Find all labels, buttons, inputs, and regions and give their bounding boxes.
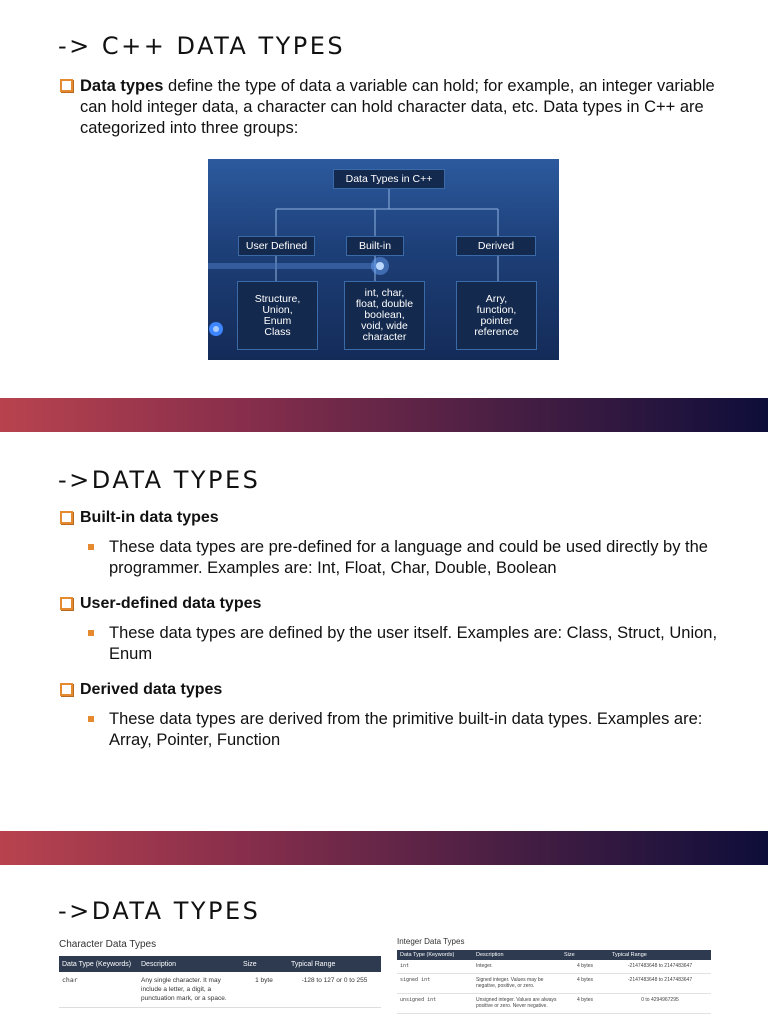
table-header-row xyxy=(59,956,381,972)
table-cell: 4 bytes xyxy=(561,973,609,993)
table-header-cell: Size xyxy=(240,956,288,972)
table-cell: -128 to 127 or 0 to 255 xyxy=(288,972,381,1008)
table-cell: 0 to 4294967295 xyxy=(609,993,711,1013)
integer-table-caption: Integer Data Types xyxy=(397,937,465,946)
table-header-cell: Typical Range xyxy=(288,956,381,972)
heading-user-defined-data-types: User-defined data types xyxy=(60,595,261,613)
table-cell-keyword: char xyxy=(59,972,138,1008)
table-cell: 1 byte xyxy=(240,972,288,1008)
data-types-diagram xyxy=(208,159,559,360)
table-row xyxy=(397,960,711,973)
diagram-user-defined-node: User Defined xyxy=(238,236,315,256)
table-cell: Integer. xyxy=(473,960,561,973)
table-header-cell: Data Type (Keywords) xyxy=(397,950,473,960)
slide-title: -> C++ DATA TYPES xyxy=(58,32,346,60)
heading-derived-data-types: Derived data types xyxy=(60,681,222,699)
table-cell: 4 bytes xyxy=(561,993,609,1013)
integer-data-types-table xyxy=(397,950,711,1014)
square-bullet-icon xyxy=(60,511,73,524)
description-built-in: These data types are pre-defined for a language and could be used directly by the programmer. Examples are: Int, Float, Char, Double, Boolean xyxy=(88,537,718,579)
diagram-derived-node: Derived xyxy=(456,236,536,256)
slide-data-types-categories xyxy=(0,432,768,830)
table-header-cell: Description xyxy=(473,950,561,960)
square-dot-bullet-icon xyxy=(88,544,94,550)
table-cell-keyword: int xyxy=(397,960,473,973)
description-derived: These data types are derived from the primitive built-in data types. Examples are: Array, Pointer, Function xyxy=(88,709,718,751)
diagram-derived-examples: Arry, function, pointer reference xyxy=(456,281,537,350)
table-cell: Any single character. It may include a letter, a digit, a punctuation mark, or a space. xyxy=(138,972,240,1008)
slide-data-types-tables xyxy=(0,865,768,1024)
table-cell: -2147483648 to 2147483647 xyxy=(609,973,711,993)
table-header-cell: Data Type (Keywords) xyxy=(59,956,138,972)
character-table-caption: Character Data Types xyxy=(59,939,157,950)
diagram-built-in-node: Built-in xyxy=(346,236,404,256)
intro-text: define the type of data a variable can hold; for example, an integer variable can hold integer data, a character can hold character data, etc. Data types in C++ are categorized into three groups: xyxy=(80,77,715,137)
description-user-defined: These data types are defined by the user itself. Examples are: Class, Struct, Union, Enum xyxy=(88,623,718,665)
square-bullet-icon xyxy=(60,683,73,696)
heading-built-in-data-types: Built-in data types xyxy=(60,509,219,527)
diagram-root-node: Data Types in C++ xyxy=(333,169,445,189)
table-cell: Signed integer. Values may be negative, positive, or zero. xyxy=(473,973,561,993)
table-row xyxy=(59,972,381,1008)
intro-bold-term: Data types xyxy=(80,77,164,95)
table-header-cell: Size xyxy=(561,950,609,960)
diagram-user-defined-examples: Structure, Union, Enum Class xyxy=(237,281,318,350)
square-bullet-icon xyxy=(60,79,73,92)
table-cell: 4 bytes xyxy=(561,960,609,973)
diagram-built-in-examples: int, char, float, double boolean, void, wide character xyxy=(344,281,425,350)
slide-title: ->DATA TYPES xyxy=(58,897,261,925)
square-bullet-icon xyxy=(60,597,73,610)
slide-title: ->DATA TYPES xyxy=(58,466,261,494)
slide-cpp-data-types xyxy=(0,0,768,398)
table-header-row xyxy=(397,950,711,960)
square-dot-bullet-icon xyxy=(88,630,94,636)
table-cell-keyword: signed int xyxy=(397,973,473,993)
table-header-cell: Typical Range xyxy=(609,950,711,960)
square-dot-bullet-icon xyxy=(88,716,94,722)
table-cell-keyword: unsigned int xyxy=(397,993,473,1013)
table-header-cell: Description xyxy=(138,956,240,972)
intro-paragraph xyxy=(60,76,720,139)
slide-divider-band xyxy=(0,831,768,865)
table-row xyxy=(397,993,711,1013)
table-cell: -2147483648 to 2147483647 xyxy=(609,960,711,973)
character-data-types-table xyxy=(59,956,381,1008)
slide-divider-band xyxy=(0,398,768,432)
table-row xyxy=(397,973,711,993)
table-cell: Unsigned integer. Values are always positive or zero. Never negative. xyxy=(473,993,561,1013)
